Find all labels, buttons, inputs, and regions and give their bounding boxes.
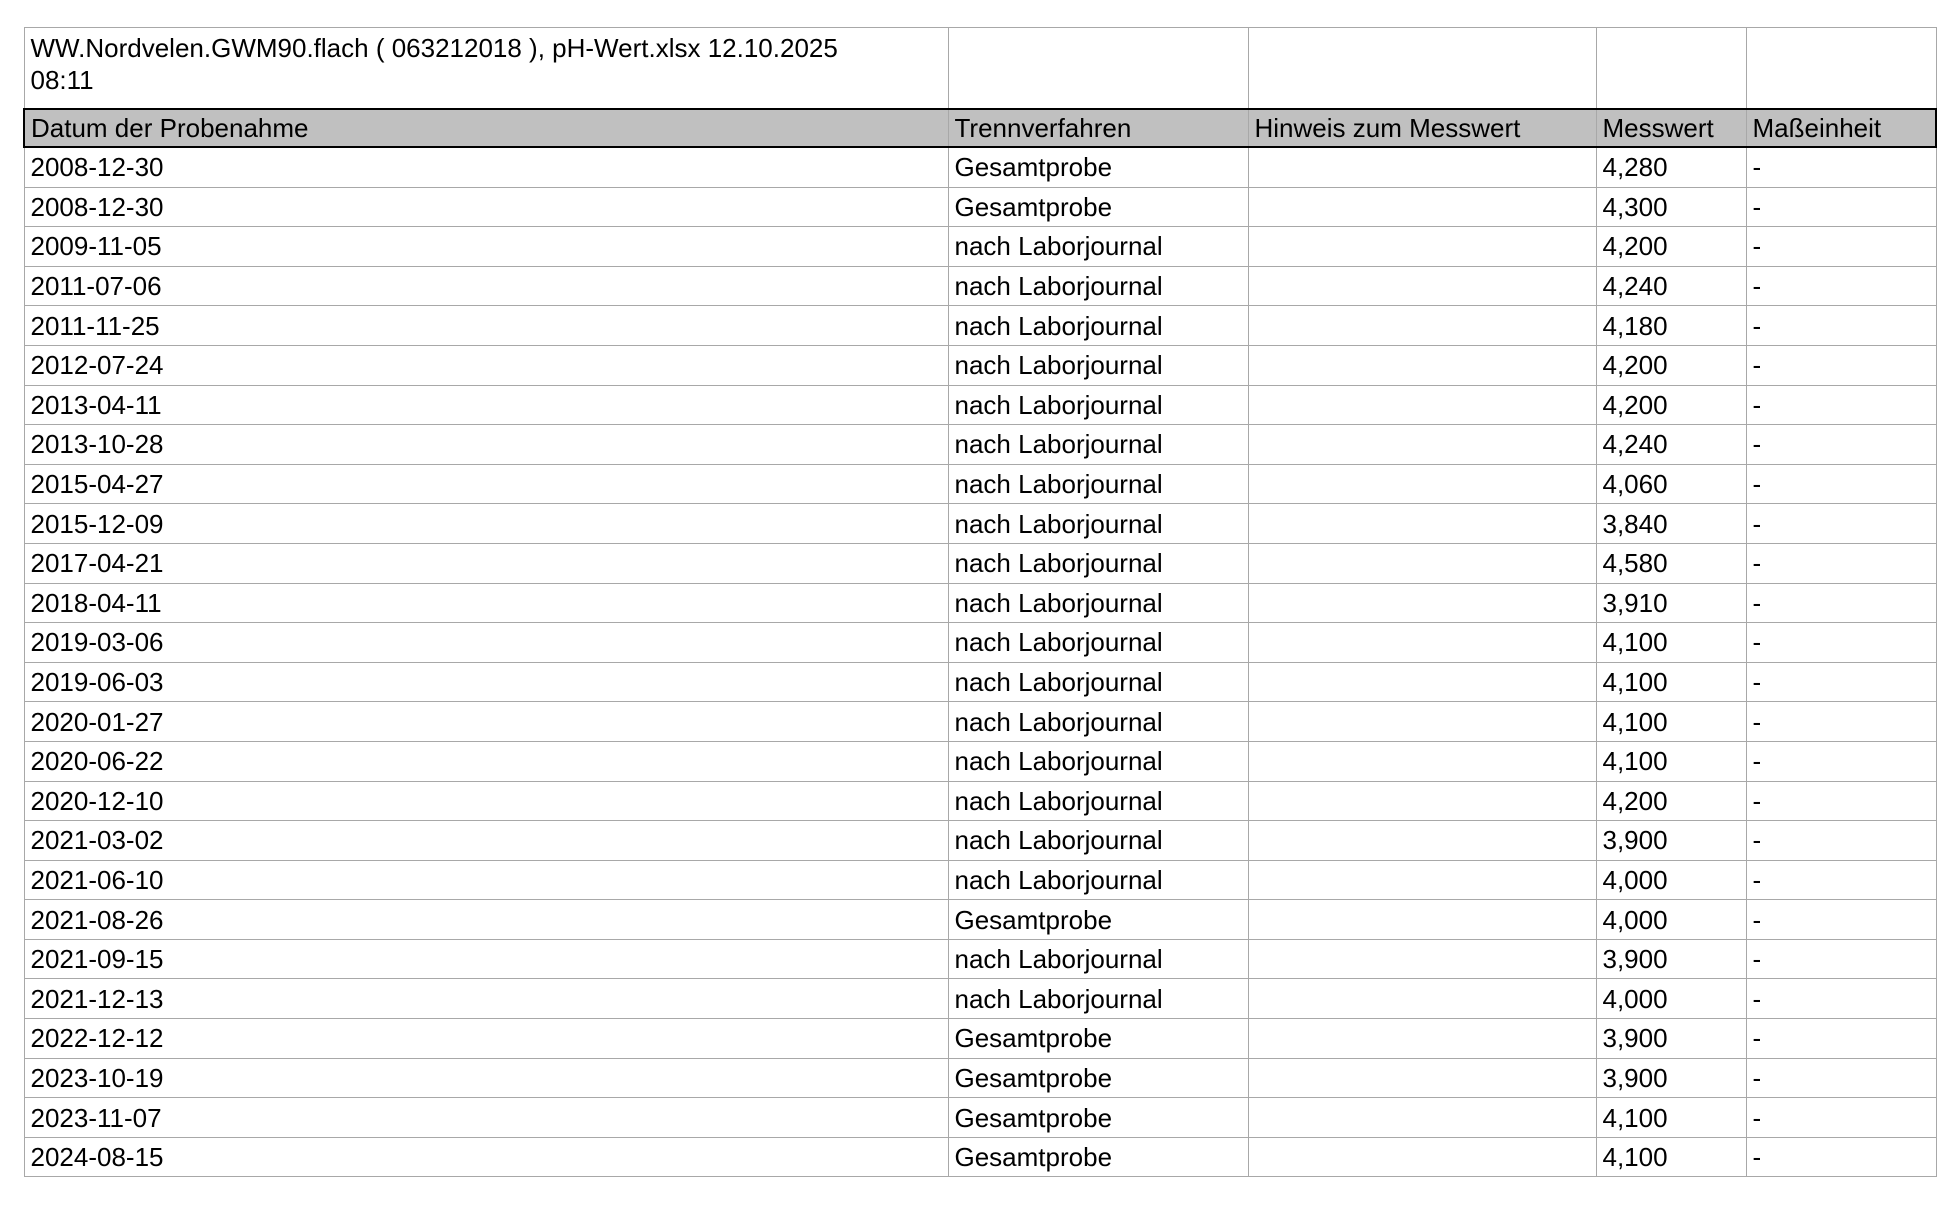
cell-unit: - xyxy=(1746,385,1936,425)
cell-separation-method: nach Laborjournal xyxy=(948,979,1248,1019)
cell-measured-value: 4,180 xyxy=(1596,306,1746,346)
table-row xyxy=(24,741,1936,781)
document-title: WW.Nordvelen.GWM90.flach ( 063212018 ), pH-Wert.xlsx 12.10.2025 08:11 xyxy=(24,28,948,110)
cell-separation-method: nach Laborjournal xyxy=(948,781,1248,821)
cell-date: 2021-06-10 xyxy=(24,860,948,900)
cell-measurement-note xyxy=(1248,385,1596,425)
cell-date: 2008-12-30 xyxy=(24,187,948,227)
table-row xyxy=(24,345,1936,385)
table-row xyxy=(24,425,1936,465)
cell-measurement-note xyxy=(1248,306,1596,346)
table-row xyxy=(24,147,1936,187)
cell-measurement-note xyxy=(1248,543,1596,583)
cell-separation-method: nach Laborjournal xyxy=(948,702,1248,742)
column-header-separation-method: Trennverfahren xyxy=(948,109,1248,147)
cell-measured-value: 3,910 xyxy=(1596,583,1746,623)
title-row xyxy=(24,28,1936,110)
cell-unit: - xyxy=(1746,781,1936,821)
cell-unit: - xyxy=(1746,1137,1936,1177)
cell-measurement-note xyxy=(1248,1058,1596,1098)
cell-measured-value: 4,000 xyxy=(1596,900,1746,940)
cell-measured-value: 4,200 xyxy=(1596,345,1746,385)
cell-measured-value: 4,100 xyxy=(1596,1098,1746,1138)
cell-measurement-note xyxy=(1248,702,1596,742)
cell-separation-method: nach Laborjournal xyxy=(948,464,1248,504)
table-row xyxy=(24,187,1936,227)
cell-measurement-note xyxy=(1248,464,1596,504)
cell-measurement-note xyxy=(1248,821,1596,861)
empty-cell xyxy=(1746,28,1936,110)
cell-date: 2009-11-05 xyxy=(24,227,948,267)
cell-date: 2020-01-27 xyxy=(24,702,948,742)
cell-measured-value: 4,200 xyxy=(1596,227,1746,267)
empty-cell xyxy=(1248,28,1596,110)
cell-unit: - xyxy=(1746,900,1936,940)
table-row xyxy=(24,385,1936,425)
cell-measured-value: 3,900 xyxy=(1596,1019,1746,1059)
cell-measured-value: 4,100 xyxy=(1596,1137,1746,1177)
cell-unit: - xyxy=(1746,860,1936,900)
cell-separation-method: nach Laborjournal xyxy=(948,662,1248,702)
cell-measurement-note xyxy=(1248,583,1596,623)
cell-date: 2011-07-06 xyxy=(24,266,948,306)
cell-date: 2021-09-15 xyxy=(24,939,948,979)
cell-unit: - xyxy=(1746,821,1936,861)
cell-date: 2019-06-03 xyxy=(24,662,948,702)
cell-date: 2019-03-06 xyxy=(24,623,948,663)
cell-measurement-note xyxy=(1248,979,1596,1019)
column-header-measurement-note: Hinweis zum Messwert xyxy=(1248,109,1596,147)
cell-unit: - xyxy=(1746,979,1936,1019)
cell-unit: - xyxy=(1746,227,1936,267)
cell-date: 2008-12-30 xyxy=(24,147,948,187)
cell-measurement-note xyxy=(1248,741,1596,781)
table-row xyxy=(24,623,1936,663)
cell-measured-value: 4,280 xyxy=(1596,147,1746,187)
table-row xyxy=(24,464,1936,504)
cell-unit: - xyxy=(1746,1019,1936,1059)
cell-unit: - xyxy=(1746,504,1936,544)
cell-measurement-note xyxy=(1248,939,1596,979)
cell-measured-value: 4,580 xyxy=(1596,543,1746,583)
cell-unit: - xyxy=(1746,702,1936,742)
cell-date: 2017-04-21 xyxy=(24,543,948,583)
cell-date: 2023-11-07 xyxy=(24,1098,948,1138)
cell-measured-value: 3,900 xyxy=(1596,1058,1746,1098)
cell-unit: - xyxy=(1746,306,1936,346)
cell-date: 2020-12-10 xyxy=(24,781,948,821)
table-row xyxy=(24,1098,1936,1138)
table-row xyxy=(24,781,1936,821)
cell-unit: - xyxy=(1746,187,1936,227)
cell-date: 2022-12-12 xyxy=(24,1019,948,1059)
column-header-date: Datum der Probenahme xyxy=(24,109,948,147)
table-row xyxy=(24,821,1936,861)
cell-measurement-note xyxy=(1248,345,1596,385)
cell-separation-method: nach Laborjournal xyxy=(948,583,1248,623)
cell-separation-method: Gesamtprobe xyxy=(948,1058,1248,1098)
cell-measured-value: 4,100 xyxy=(1596,623,1746,663)
cell-measurement-note xyxy=(1248,266,1596,306)
table-row xyxy=(24,504,1936,544)
cell-separation-method: Gesamtprobe xyxy=(948,187,1248,227)
cell-measurement-note xyxy=(1248,147,1596,187)
cell-measurement-note xyxy=(1248,1098,1596,1138)
table-row xyxy=(24,1019,1936,1059)
cell-measurement-note xyxy=(1248,781,1596,821)
cell-separation-method: nach Laborjournal xyxy=(948,425,1248,465)
cell-separation-method: nach Laborjournal xyxy=(948,385,1248,425)
cell-separation-method: Gesamtprobe xyxy=(948,1137,1248,1177)
cell-unit: - xyxy=(1746,425,1936,465)
cell-measurement-note xyxy=(1248,425,1596,465)
cell-separation-method: nach Laborjournal xyxy=(948,504,1248,544)
cell-unit: - xyxy=(1746,583,1936,623)
cell-date: 2021-12-13 xyxy=(24,979,948,1019)
cell-measurement-note xyxy=(1248,187,1596,227)
cell-measured-value: 4,240 xyxy=(1596,425,1746,465)
cell-measured-value: 3,900 xyxy=(1596,939,1746,979)
cell-measurement-note xyxy=(1248,1019,1596,1059)
data-table xyxy=(23,27,1937,1177)
cell-measurement-note xyxy=(1248,662,1596,702)
cell-measured-value: 4,100 xyxy=(1596,662,1746,702)
cell-measured-value: 4,240 xyxy=(1596,266,1746,306)
cell-measured-value: 4,100 xyxy=(1596,702,1746,742)
table-row xyxy=(24,702,1936,742)
cell-measured-value: 4,200 xyxy=(1596,781,1746,821)
cell-unit: - xyxy=(1746,1098,1936,1138)
cell-separation-method: Gesamtprobe xyxy=(948,147,1248,187)
table-row xyxy=(24,583,1936,623)
cell-date: 2013-10-28 xyxy=(24,425,948,465)
cell-unit: - xyxy=(1746,741,1936,781)
table-row xyxy=(24,1058,1936,1098)
cell-measured-value: 4,200 xyxy=(1596,385,1746,425)
table-row xyxy=(24,939,1936,979)
cell-measurement-note xyxy=(1248,623,1596,663)
cell-date: 2015-12-09 xyxy=(24,504,948,544)
table-row xyxy=(24,266,1936,306)
cell-measured-value: 4,100 xyxy=(1596,741,1746,781)
cell-measurement-note xyxy=(1248,227,1596,267)
cell-date: 2024-08-15 xyxy=(24,1137,948,1177)
table-body xyxy=(24,28,1936,1177)
table-row xyxy=(24,979,1936,1019)
cell-separation-method: nach Laborjournal xyxy=(948,821,1248,861)
cell-unit: - xyxy=(1746,543,1936,583)
cell-date: 2013-04-11 xyxy=(24,385,948,425)
cell-date: 2012-07-24 xyxy=(24,345,948,385)
cell-measured-value: 3,900 xyxy=(1596,821,1746,861)
cell-separation-method: nach Laborjournal xyxy=(948,306,1248,346)
cell-unit: - xyxy=(1746,939,1936,979)
cell-separation-method: nach Laborjournal xyxy=(948,939,1248,979)
cell-measured-value: 4,060 xyxy=(1596,464,1746,504)
cell-measurement-note xyxy=(1248,1137,1596,1177)
cell-separation-method: nach Laborjournal xyxy=(948,860,1248,900)
header-row xyxy=(24,109,1936,147)
cell-separation-method: nach Laborjournal xyxy=(948,266,1248,306)
column-header-unit: Maßeinheit xyxy=(1746,109,1936,147)
cell-date: 2018-04-11 xyxy=(24,583,948,623)
cell-measured-value: 4,000 xyxy=(1596,979,1746,1019)
cell-unit: - xyxy=(1746,345,1936,385)
table-row xyxy=(24,227,1936,267)
cell-separation-method: nach Laborjournal xyxy=(948,227,1248,267)
cell-date: 2020-06-22 xyxy=(24,741,948,781)
cell-unit: - xyxy=(1746,623,1936,663)
empty-cell xyxy=(1596,28,1746,110)
cell-separation-method: nach Laborjournal xyxy=(948,543,1248,583)
table-row xyxy=(24,662,1936,702)
table-row xyxy=(24,900,1936,940)
cell-unit: - xyxy=(1746,662,1936,702)
cell-date: 2011-11-25 xyxy=(24,306,948,346)
column-header-measured-value: Messwert xyxy=(1596,109,1746,147)
cell-measurement-note xyxy=(1248,860,1596,900)
empty-cell xyxy=(948,28,1248,110)
cell-date: 2021-08-26 xyxy=(24,900,948,940)
cell-separation-method: Gesamtprobe xyxy=(948,900,1248,940)
cell-date: 2015-04-27 xyxy=(24,464,948,504)
cell-separation-method: Gesamtprobe xyxy=(948,1019,1248,1059)
cell-separation-method: nach Laborjournal xyxy=(948,345,1248,385)
cell-unit: - xyxy=(1746,147,1936,187)
table-row xyxy=(24,543,1936,583)
cell-measurement-note xyxy=(1248,504,1596,544)
table-row xyxy=(24,1137,1936,1177)
cell-unit: - xyxy=(1746,266,1936,306)
cell-measurement-note xyxy=(1248,900,1596,940)
cell-separation-method: Gesamtprobe xyxy=(948,1098,1248,1138)
cell-separation-method: nach Laborjournal xyxy=(948,623,1248,663)
cell-unit: - xyxy=(1746,1058,1936,1098)
cell-measured-value: 4,000 xyxy=(1596,860,1746,900)
cell-separation-method: nach Laborjournal xyxy=(948,741,1248,781)
cell-date: 2021-03-02 xyxy=(24,821,948,861)
table-row xyxy=(24,306,1936,346)
cell-measured-value: 3,840 xyxy=(1596,504,1746,544)
cell-unit: - xyxy=(1746,464,1936,504)
cell-date: 2023-10-19 xyxy=(24,1058,948,1098)
table-row xyxy=(24,860,1936,900)
cell-measured-value: 4,300 xyxy=(1596,187,1746,227)
